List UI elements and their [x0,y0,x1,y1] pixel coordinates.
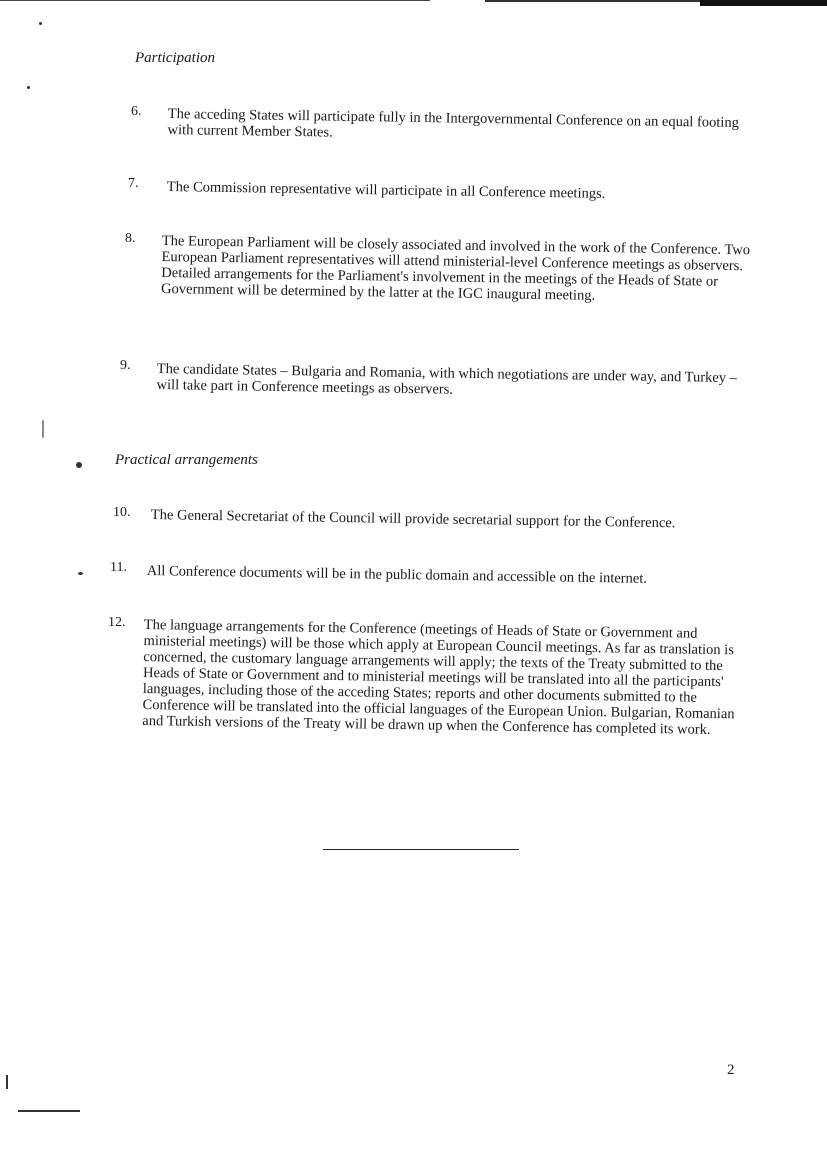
end-rule [323,849,519,850]
section-heading-practical-arrangements: Practical arrangements [115,452,258,468]
section-heading-participation: Participation [135,50,215,66]
paragraph-number: 8. [125,231,136,246]
scan-edge-top-mid [485,0,705,2]
scan-edge-top-right [700,0,827,6]
scan-edge-bottom-left [18,1110,80,1112]
scan-edge-left-mark [6,1075,8,1089]
paragraph-number: 6. [131,104,142,119]
paragraph-number: 7. [128,176,139,191]
scan-speck [27,86,30,89]
paragraph-11: All Conference documents will be in the public domain and accessible on the internet. [146,563,648,587]
scan-speck [78,572,83,575]
paragraph-12: The language arrangements for the Conference (meetings of Heads of State or Government and ministerial meetings) will be those which apply at European Council meetings. As far as translation is concerned, the customary language arrangements will apply; the texts of the Treaty submitted to the Heads of State or Government and to ministerial meetings will be translated into all the participants' languages, including those of the acceding States; reports and other documents submitted to the Conference will be translated into the official languages of the European Union. Bulgarian, Romanian and Turkish versions of the Treaty will be drawn up when the Conference has completed its work. [142,617,735,738]
paragraph-number: 12. [108,615,126,630]
paragraph-number: 9. [120,358,131,373]
paragraph-number: 10. [113,505,131,520]
paragraph-number: 11. [110,560,127,575]
paragraph-10: The General Secretariat of the Council will provide secretarial support for the Conference. [150,507,676,532]
scan-speck [39,22,42,25]
scan-speck [42,420,44,438]
paragraph-9: The candidate States – Bulgaria and Romania, with which negotiations are under way, and Turkey – will take part in Conference meetings as observers. [156,361,738,398]
paragraph-7: The Commission representative will participate in all Conference meetings. [166,179,606,202]
paragraph-6: The acceding States will participate fully in the Intergovernmental Conference on an equal footing with current Member States. [167,106,740,141]
scan-edge-top-left [0,0,430,1]
paragraph-8: The European Parliament will be closely associated and involved in the work of the Conference. Two European Parliament representatives will attend ministerial-level Conference meetings as observers. Detailed arrangements for the Parliament's involvement in the meetings of the Heads of State or Government will be determined by the latter at the IGC inaugural meeting. [160,233,751,304]
scan-speck [76,462,82,468]
page-number: 2 [727,1062,735,1078]
